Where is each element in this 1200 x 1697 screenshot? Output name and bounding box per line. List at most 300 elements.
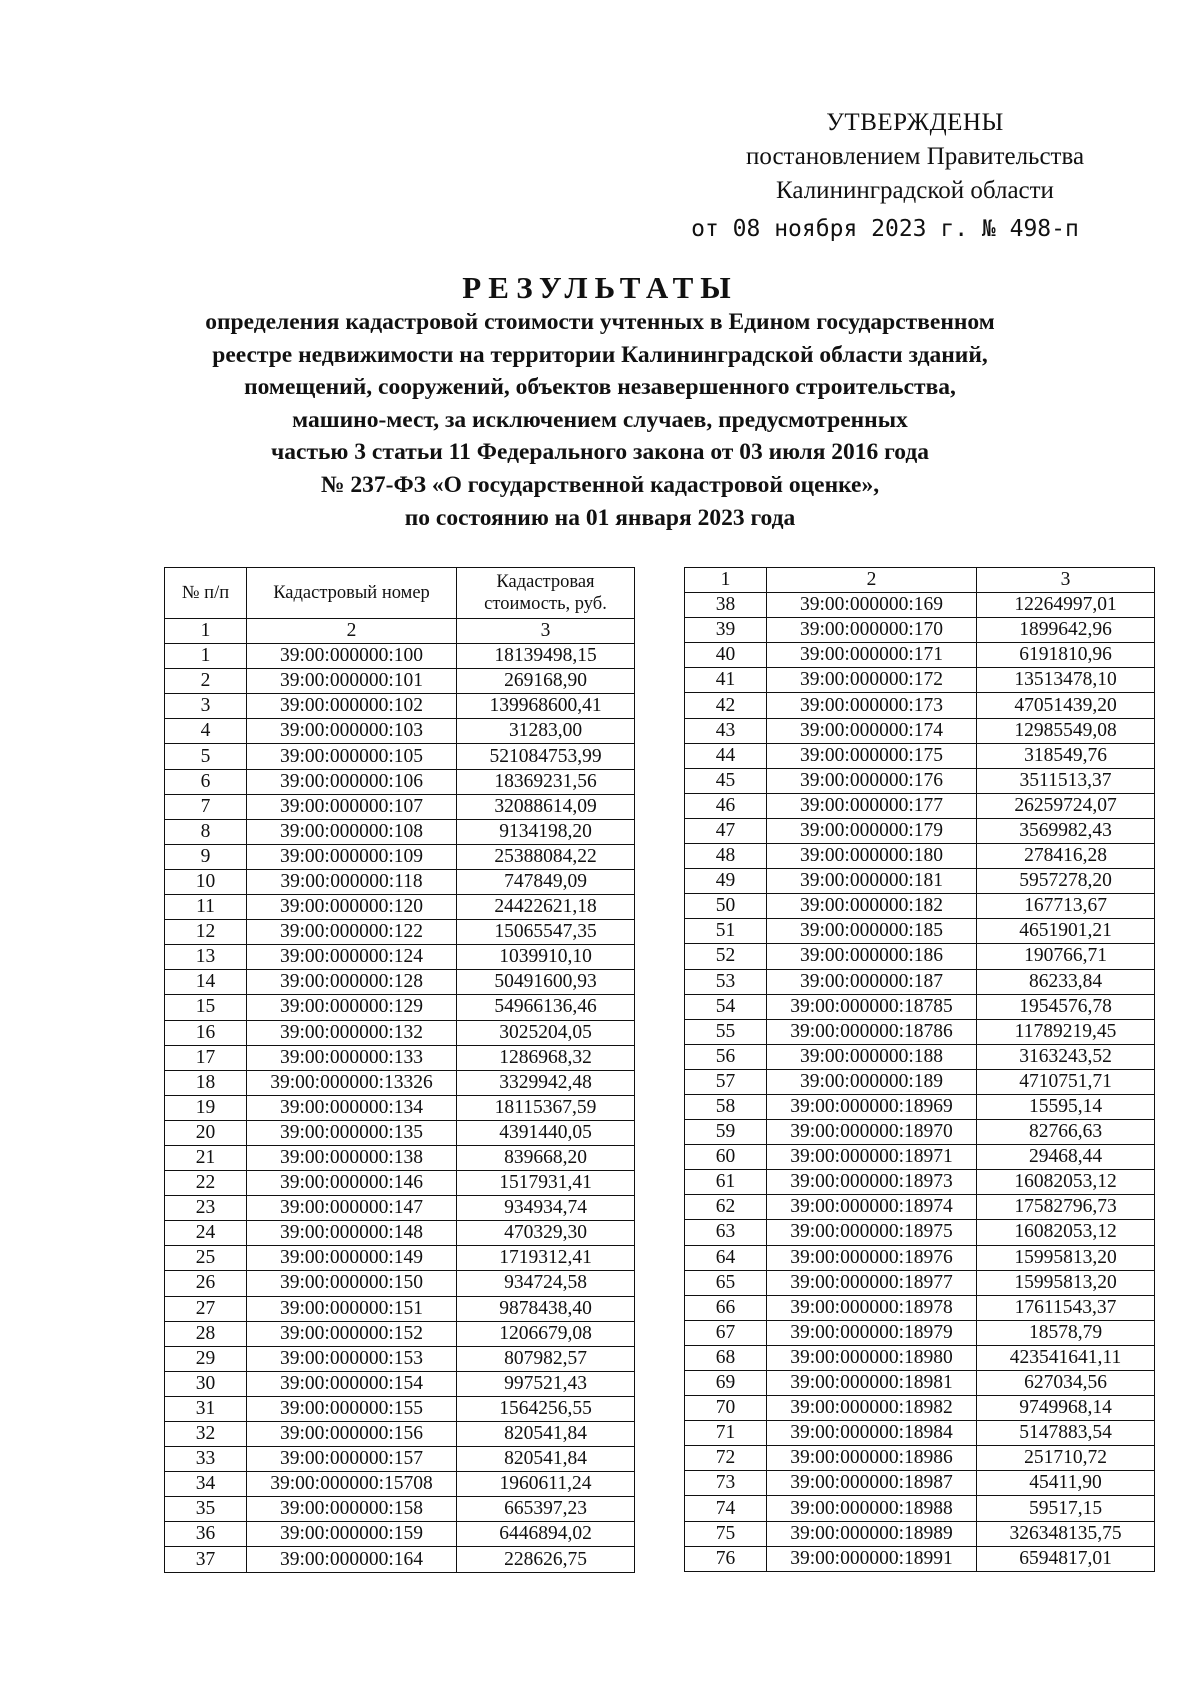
row-number: 65 [685, 1270, 767, 1295]
header-cadastral-value: Кадастровая стоимость, руб. [457, 568, 635, 619]
column-number: 2 [767, 568, 977, 593]
cadastral-number: 39:00:000000:172 [767, 668, 977, 693]
table-row [685, 1069, 1155, 1094]
table-row [685, 593, 1155, 618]
row-number: 37 [165, 1547, 247, 1572]
row-number: 51 [685, 919, 767, 944]
document-subtitle [120, 306, 1080, 534]
cadastral-value: 5147883,54 [977, 1421, 1155, 1446]
cadastral-number: 39:00:000000:180 [767, 844, 977, 869]
cadastral-number: 39:00:000000:18974 [767, 1195, 977, 1220]
cadastral-number: 39:00:000000:13326 [247, 1070, 457, 1095]
cadastral-number: 39:00:000000:18984 [767, 1421, 977, 1446]
cadastral-value: 18578,79 [977, 1320, 1155, 1345]
cadastral-value: 82766,63 [977, 1120, 1155, 1145]
cadastral-number: 39:00:000000:170 [767, 618, 977, 643]
table-row [165, 1396, 635, 1421]
row-number: 12 [165, 920, 247, 945]
cadastral-number: 39:00:000000:177 [767, 793, 977, 818]
cadastral-number: 39:00:000000:18785 [767, 994, 977, 1019]
row-number: 38 [685, 593, 767, 618]
cadastral-number: 39:00:000000:18982 [767, 1396, 977, 1421]
cadastral-number: 39:00:000000:148 [247, 1221, 457, 1246]
cadastral-value: 228626,75 [457, 1547, 635, 1572]
cadastral-value: 1286968,32 [457, 1045, 635, 1070]
cadastral-value: 54966136,46 [457, 995, 635, 1020]
cadastral-number: 39:00:000000:18978 [767, 1295, 977, 1320]
cadastral-value: 627034,56 [977, 1371, 1155, 1396]
row-number: 34 [165, 1472, 247, 1497]
cadastral-value: 251710,72 [977, 1446, 1155, 1471]
row-number: 74 [685, 1496, 767, 1521]
cadastral-value: 26259724,07 [977, 793, 1155, 818]
row-number: 18 [165, 1070, 247, 1095]
table-row [165, 1045, 635, 1070]
cadastral-value: 6191810,96 [977, 643, 1155, 668]
subtitle-line: определения кадастровой стоимости учтенных в Едином государственном [205, 309, 995, 335]
cadastral-value: 6594817,01 [977, 1546, 1155, 1571]
table-row [165, 719, 635, 744]
table-row [165, 819, 635, 844]
row-number: 41 [685, 668, 767, 693]
cadastral-number: 39:00:000000:146 [247, 1171, 457, 1196]
cadastral-value: 278416,28 [977, 844, 1155, 869]
table-row [165, 1472, 635, 1497]
table-row [685, 618, 1155, 643]
row-number: 3 [165, 694, 247, 719]
cadastral-value: 4710751,71 [977, 1069, 1155, 1094]
row-number: 44 [685, 743, 767, 768]
cadastral-value: 16082053,12 [977, 1170, 1155, 1195]
row-number: 13 [165, 945, 247, 970]
column-number: 1 [685, 568, 767, 593]
row-number: 7 [165, 794, 247, 819]
cadastral-number: 39:00:000000:181 [767, 869, 977, 894]
cadastral-number: 39:00:000000:185 [767, 919, 977, 944]
header-cadastral-number: Кадастровый номер [247, 568, 457, 619]
row-number: 32 [165, 1422, 247, 1447]
cadastral-value: 59517,15 [977, 1496, 1155, 1521]
cadastral-number: 39:00:000000:18971 [767, 1145, 977, 1170]
cadastral-value: 3569982,43 [977, 818, 1155, 843]
cadastral-number: 39:00:000000:102 [247, 694, 457, 719]
table-row [685, 1371, 1155, 1396]
header-number: № п/п [165, 568, 247, 619]
column-number: 3 [457, 619, 635, 644]
row-number: 9 [165, 844, 247, 869]
table-row [685, 1094, 1155, 1119]
table-row [685, 894, 1155, 919]
cadastral-number: 39:00:000000:18989 [767, 1521, 977, 1546]
cadastral-table-right [684, 567, 1155, 1572]
cadastral-number: 39:00:000000:138 [247, 1145, 457, 1170]
row-number: 70 [685, 1396, 767, 1421]
cadastral-number: 39:00:000000:18987 [767, 1471, 977, 1496]
row-number: 63 [685, 1220, 767, 1245]
subtitle-line: реестре недвижимости на территории Калининградской области зданий, [212, 341, 988, 368]
row-number: 26 [165, 1271, 247, 1296]
cadastral-number: 39:00:000000:109 [247, 844, 457, 869]
table-row [685, 693, 1155, 718]
cadastral-value: 190766,71 [977, 944, 1155, 969]
table-row [685, 668, 1155, 693]
row-number: 28 [165, 1321, 247, 1346]
table-row [165, 920, 635, 945]
subtitle-line: помещений, сооружений, объектов незавершенного строительства, [244, 374, 956, 401]
cadastral-value: 15995813,20 [977, 1270, 1155, 1295]
approval-line-2: Калининградской области [776, 177, 1054, 204]
table-row [685, 1320, 1155, 1345]
cadastral-number: 39:00:000000:18981 [767, 1371, 977, 1396]
cadastral-value: 3025204,05 [457, 1020, 635, 1045]
table-row [165, 1221, 635, 1246]
row-number: 61 [685, 1170, 767, 1195]
cadastral-number: 39:00:000000:149 [247, 1246, 457, 1271]
table-row [165, 945, 635, 970]
subtitle-line: № 237-ФЗ «О государственной кадастровой оценке», [320, 471, 880, 498]
cadastral-value: 665397,23 [457, 1497, 635, 1522]
table-row [165, 1246, 635, 1271]
table-row [685, 768, 1155, 793]
table-row [685, 1421, 1155, 1446]
cadastral-number: 39:00:000000:15708 [247, 1472, 457, 1497]
cadastral-number: 39:00:000000:18975 [767, 1220, 977, 1245]
cadastral-number: 39:00:000000:18976 [767, 1245, 977, 1270]
table-row [685, 1019, 1155, 1044]
table-row [165, 1120, 635, 1145]
row-number: 23 [165, 1196, 247, 1221]
table-row [685, 793, 1155, 818]
cadastral-value: 12985549,08 [977, 718, 1155, 743]
table-row [685, 1496, 1155, 1521]
cadastral-number: 39:00:000000:158 [247, 1497, 457, 1522]
table-row [685, 643, 1155, 668]
cadastral-value: 6446894,02 [457, 1522, 635, 1547]
cadastral-value: 31283,00 [457, 719, 635, 744]
table-row [165, 1070, 635, 1095]
row-number: 62 [685, 1195, 767, 1220]
cadastral-value: 18139498,15 [457, 644, 635, 669]
row-number: 45 [685, 768, 767, 793]
cadastral-value: 423541641,11 [977, 1345, 1155, 1370]
cadastral-value: 839668,20 [457, 1145, 635, 1170]
cadastral-value: 18369231,56 [457, 769, 635, 794]
cadastral-number: 39:00:000000:107 [247, 794, 457, 819]
cadastral-number: 39:00:000000:100 [247, 644, 457, 669]
cadastral-value: 1899642,96 [977, 618, 1155, 643]
row-number: 60 [685, 1145, 767, 1170]
table-row [165, 1296, 635, 1321]
cadastral-value: 269168,90 [457, 669, 635, 694]
cadastral-value: 997521,43 [457, 1371, 635, 1396]
cadastral-number: 39:00:000000:189 [767, 1069, 977, 1094]
table-row [165, 1271, 635, 1296]
cadastral-value: 4391440,05 [457, 1120, 635, 1145]
table-row [685, 1270, 1155, 1295]
table-row [165, 1422, 635, 1447]
table-row [165, 669, 635, 694]
row-number: 58 [685, 1094, 767, 1119]
cadastral-value: 1719312,41 [457, 1246, 635, 1271]
cadastral-number: 39:00:000000:18970 [767, 1120, 977, 1145]
row-number: 72 [685, 1446, 767, 1471]
cadastral-number: 39:00:000000:150 [247, 1271, 457, 1296]
row-number: 15 [165, 995, 247, 1020]
table-row [165, 1547, 635, 1572]
row-number: 46 [685, 793, 767, 818]
row-number: 59 [685, 1120, 767, 1145]
approval-heading: УТВЕРЖДЕНЫ [826, 109, 1004, 136]
row-number: 54 [685, 994, 767, 1019]
row-number: 73 [685, 1471, 767, 1496]
row-number: 66 [685, 1295, 767, 1320]
table-row [685, 1446, 1155, 1471]
row-number: 11 [165, 895, 247, 920]
table-row [685, 1145, 1155, 1170]
row-number: 35 [165, 1497, 247, 1522]
table-row [685, 1396, 1155, 1421]
table-row [165, 1522, 635, 1547]
table-row [685, 818, 1155, 843]
table-row [165, 1145, 635, 1170]
row-number: 33 [165, 1447, 247, 1472]
row-number: 56 [685, 1044, 767, 1069]
cadastral-value: 29468,44 [977, 1145, 1155, 1170]
table-row [165, 1321, 635, 1346]
row-number: 1 [165, 644, 247, 669]
cadastral-number: 39:00:000000:18980 [767, 1345, 977, 1370]
row-number: 75 [685, 1521, 767, 1546]
table-row [165, 1447, 635, 1472]
table-row [165, 744, 635, 769]
table-row [165, 995, 635, 1020]
table-row [165, 844, 635, 869]
cadastral-value: 5957278,20 [977, 869, 1155, 894]
row-number: 24 [165, 1221, 247, 1246]
cadastral-value: 15995813,20 [977, 1245, 1155, 1270]
table-row [685, 969, 1155, 994]
row-number: 50 [685, 894, 767, 919]
cadastral-number: 39:00:000000:120 [247, 895, 457, 920]
cadastral-value: 15595,14 [977, 1094, 1155, 1119]
column-number: 3 [977, 568, 1155, 593]
table-row [685, 919, 1155, 944]
cadastral-number: 39:00:000000:173 [767, 693, 977, 718]
cadastral-value: 17582796,73 [977, 1195, 1155, 1220]
row-number: 43 [685, 718, 767, 743]
table-row [685, 1295, 1155, 1320]
table-row [165, 1020, 635, 1045]
cadastral-number: 39:00:000000:164 [247, 1547, 457, 1572]
row-number: 36 [165, 1522, 247, 1547]
cadastral-value: 17611543,37 [977, 1295, 1155, 1320]
cadastral-value: 4651901,21 [977, 919, 1155, 944]
table-row [685, 1345, 1155, 1370]
row-number: 25 [165, 1246, 247, 1271]
cadastral-number: 39:00:000000:128 [247, 970, 457, 995]
column-number-row [685, 568, 1155, 593]
table-row [165, 694, 635, 719]
table-row [165, 970, 635, 995]
table-row [685, 1546, 1155, 1571]
row-number: 68 [685, 1345, 767, 1370]
cadastral-number: 39:00:000000:153 [247, 1346, 457, 1371]
cadastral-value: 747849,09 [457, 869, 635, 894]
table-row [165, 1497, 635, 1522]
cadastral-number: 39:00:000000:18979 [767, 1320, 977, 1345]
row-number: 8 [165, 819, 247, 844]
table-row [685, 718, 1155, 743]
approval-line-1: постановлением Правительства [745, 143, 1085, 170]
table-row [685, 1195, 1155, 1220]
cadastral-value: 11789219,45 [977, 1019, 1155, 1044]
cadastral-number: 39:00:000000:175 [767, 743, 977, 768]
row-number: 64 [685, 1245, 767, 1270]
cadastral-number: 39:00:000000:176 [767, 768, 977, 793]
cadastral-value: 86233,84 [977, 969, 1155, 994]
document-title: РЕЗУЛЬТАТЫ [462, 270, 738, 305]
cadastral-number: 39:00:000000:18991 [767, 1546, 977, 1571]
table-row [165, 794, 635, 819]
table-row [165, 1196, 635, 1221]
cadastral-number: 39:00:000000:179 [767, 818, 977, 843]
cadastral-value: 470329,30 [457, 1221, 635, 1246]
table-row [685, 1471, 1155, 1496]
table-row [165, 769, 635, 794]
table-row [165, 644, 635, 669]
cadastral-value: 9134198,20 [457, 819, 635, 844]
row-number: 31 [165, 1396, 247, 1421]
table-row [165, 895, 635, 920]
row-number: 52 [685, 944, 767, 969]
cadastral-number: 39:00:000000:174 [767, 718, 977, 743]
cadastral-value: 318549,76 [977, 743, 1155, 768]
cadastral-value: 139968600,41 [457, 694, 635, 719]
row-number: 17 [165, 1045, 247, 1070]
cadastral-value: 1206679,08 [457, 1321, 635, 1346]
row-number: 14 [165, 970, 247, 995]
cadastral-value: 13513478,10 [977, 668, 1155, 693]
cadastral-value: 50491600,93 [457, 970, 635, 995]
cadastral-value: 3329942,48 [457, 1070, 635, 1095]
row-number: 39 [685, 618, 767, 643]
row-number: 49 [685, 869, 767, 894]
cadastral-number: 39:00:000000:187 [767, 969, 977, 994]
table-row [685, 1044, 1155, 1069]
row-number: 10 [165, 869, 247, 894]
cadastral-number: 39:00:000000:18786 [767, 1019, 977, 1044]
cadastral-number: 39:00:000000:106 [247, 769, 457, 794]
row-number: 30 [165, 1371, 247, 1396]
row-number: 16 [165, 1020, 247, 1045]
cadastral-value: 3511513,37 [977, 768, 1155, 793]
cadastral-number: 39:00:000000:188 [767, 1044, 977, 1069]
table-row [165, 1371, 635, 1396]
cadastral-value: 18115367,59 [457, 1095, 635, 1120]
cadastral-number: 39:00:000000:105 [247, 744, 457, 769]
cadastral-number: 39:00:000000:18973 [767, 1170, 977, 1195]
table-row [685, 944, 1155, 969]
table-row [165, 1346, 635, 1371]
table-row [685, 1245, 1155, 1270]
cadastral-value: 9749968,14 [977, 1396, 1155, 1421]
cadastral-number: 39:00:000000:18977 [767, 1270, 977, 1295]
cadastral-number: 39:00:000000:171 [767, 643, 977, 668]
cadastral-number: 39:00:000000:18986 [767, 1446, 977, 1471]
cadastral-number: 39:00:000000:118 [247, 869, 457, 894]
row-number: 53 [685, 969, 767, 994]
table-row [685, 844, 1155, 869]
cadastral-number: 39:00:000000:124 [247, 945, 457, 970]
row-number: 5 [165, 744, 247, 769]
column-number: 1 [165, 619, 247, 644]
cadastral-number: 39:00:000000:133 [247, 1045, 457, 1070]
subtitle-line: машино-мест, за исключением случаев, предусмотренных [292, 406, 908, 433]
cadastral-value: 934934,74 [457, 1196, 635, 1221]
cadastral-value: 1039910,10 [457, 945, 635, 970]
row-number: 21 [165, 1145, 247, 1170]
cadastral-number: 39:00:000000:156 [247, 1422, 457, 1447]
cadastral-value: 47051439,20 [977, 693, 1155, 718]
table-row [685, 1521, 1155, 1546]
cadastral-number: 39:00:000000:182 [767, 894, 977, 919]
cadastral-value: 1517931,41 [457, 1171, 635, 1196]
row-number: 19 [165, 1095, 247, 1120]
row-number: 48 [685, 844, 767, 869]
column-number: 2 [247, 619, 457, 644]
cadastral-value: 12264997,01 [977, 593, 1155, 618]
table-row [685, 1170, 1155, 1195]
table-row [165, 869, 635, 894]
cadastral-number: 39:00:000000:157 [247, 1447, 457, 1472]
table-row [685, 994, 1155, 1019]
cadastral-number: 39:00:000000:18988 [767, 1496, 977, 1521]
cadastral-value: 15065547,35 [457, 920, 635, 945]
cadastral-value: 820541,84 [457, 1447, 635, 1472]
table-row [685, 1120, 1155, 1145]
cadastral-number: 39:00:000000:122 [247, 920, 457, 945]
subtitle-line: частью 3 статьи 11 Федерального закона от 03 июля 2016 года [271, 439, 929, 466]
cadastral-number: 39:00:000000:101 [247, 669, 457, 694]
row-number: 55 [685, 1019, 767, 1044]
row-number: 57 [685, 1069, 767, 1094]
cadastral-value: 32088614,09 [457, 794, 635, 819]
row-number: 2 [165, 669, 247, 694]
subtitle-line: по состоянию на 01 января 2023 года [404, 504, 796, 531]
row-number: 20 [165, 1120, 247, 1145]
row-number: 76 [685, 1546, 767, 1571]
row-number: 6 [165, 769, 247, 794]
table-row [685, 869, 1155, 894]
cadastral-value: 25388084,22 [457, 844, 635, 869]
row-number: 22 [165, 1171, 247, 1196]
cadastral-number: 39:00:000000:154 [247, 1371, 457, 1396]
cadastral-value: 934724,58 [457, 1271, 635, 1296]
cadastral-value: 820541,84 [457, 1422, 635, 1447]
row-number: 71 [685, 1421, 767, 1446]
cadastral-value: 45411,90 [977, 1471, 1155, 1496]
cadastral-number: 39:00:000000:186 [767, 944, 977, 969]
column-number-row [165, 619, 635, 644]
row-number: 4 [165, 719, 247, 744]
cadastral-value: 521084753,99 [457, 744, 635, 769]
cadastral-value: 16082053,12 [977, 1220, 1155, 1245]
cadastral-value: 1564256,55 [457, 1396, 635, 1421]
row-number: 47 [685, 818, 767, 843]
table-row [165, 1095, 635, 1120]
row-number: 69 [685, 1371, 767, 1396]
cadastral-number: 39:00:000000:108 [247, 819, 457, 844]
